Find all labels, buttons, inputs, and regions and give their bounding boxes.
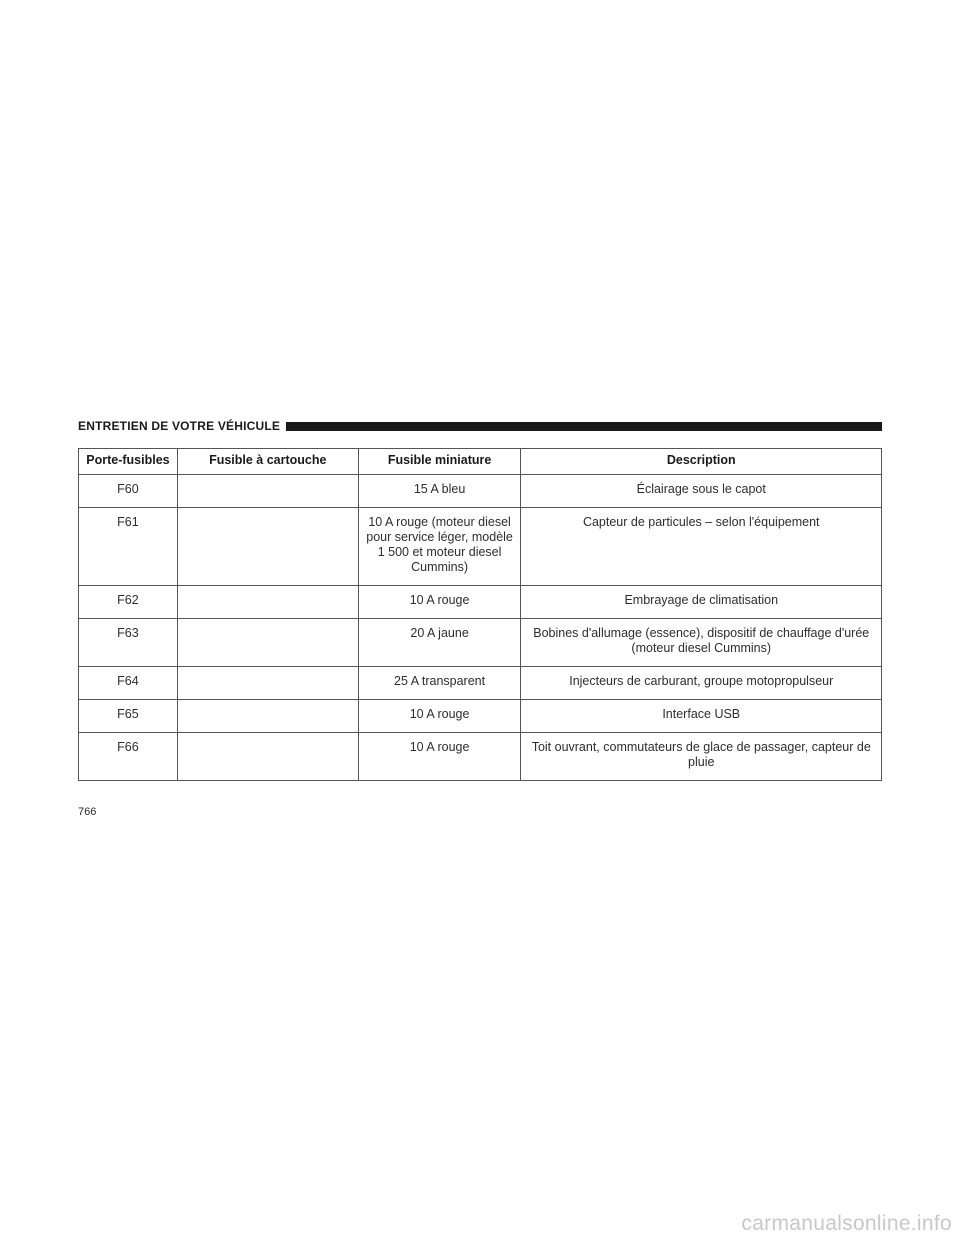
cell-holder: F60	[79, 475, 178, 508]
cell-mini: 10 A rouge	[358, 733, 521, 781]
cell-holder: F63	[79, 619, 178, 667]
table-header-row	[79, 449, 882, 475]
cell-cartridge	[177, 586, 358, 619]
cell-description: Toit ouvrant, commutateurs de glace de passager, capteur de pluie	[521, 733, 882, 781]
cell-mini: 25 A transparent	[358, 667, 521, 700]
table-row	[79, 733, 882, 781]
cell-cartridge	[177, 733, 358, 781]
cell-description: Éclairage sous le capot	[521, 475, 882, 508]
cell-holder: F65	[79, 700, 178, 733]
column-header-cartridge: Fusible à cartouche	[177, 449, 358, 475]
cell-mini: 10 A rouge	[358, 586, 521, 619]
table-row	[79, 619, 882, 667]
cell-mini: 10 A rouge	[358, 700, 521, 733]
cell-holder: F66	[79, 733, 178, 781]
cell-description: Injecteurs de carburant, groupe motopropulseur	[521, 667, 882, 700]
table-row	[79, 667, 882, 700]
column-header-holder: Porte-fusibles	[79, 449, 178, 475]
cell-holder: F64	[79, 667, 178, 700]
table-row	[79, 586, 882, 619]
cell-cartridge	[177, 667, 358, 700]
cell-holder: F61	[79, 508, 178, 586]
cell-cartridge	[177, 508, 358, 586]
watermark-text: carmanualsonline.info	[741, 1212, 952, 1235]
table-row	[79, 475, 882, 508]
cell-holder: F62	[79, 586, 178, 619]
cell-cartridge	[177, 619, 358, 667]
cell-cartridge	[177, 700, 358, 733]
table-row	[79, 700, 882, 733]
cell-description: Capteur de particules – selon l'équipement	[521, 508, 882, 586]
cell-cartridge	[177, 475, 358, 508]
column-header-mini: Fusible miniature	[358, 449, 521, 475]
section-title: ENTRETIEN DE VOTRE VÉHICULE	[78, 419, 281, 433]
column-header-description: Description	[521, 449, 882, 475]
cell-mini: 10 A rouge (moteur diesel pour service léger, modèle 1 500 et moteur diesel Cummins)	[358, 508, 521, 586]
table-row	[79, 508, 882, 586]
section-header	[78, 418, 882, 434]
cell-mini: 20 A jaune	[358, 619, 521, 667]
cell-description: Embrayage de climatisation	[521, 586, 882, 619]
section-title-bar	[286, 422, 882, 431]
fuse-table	[78, 448, 882, 781]
cell-description: Bobines d'allumage (essence), dispositif de chauffage d'urée (moteur diesel Cummins)	[521, 619, 882, 667]
page-number: 766	[78, 806, 97, 818]
cell-mini: 15 A bleu	[358, 475, 521, 508]
cell-description: Interface USB	[521, 700, 882, 733]
